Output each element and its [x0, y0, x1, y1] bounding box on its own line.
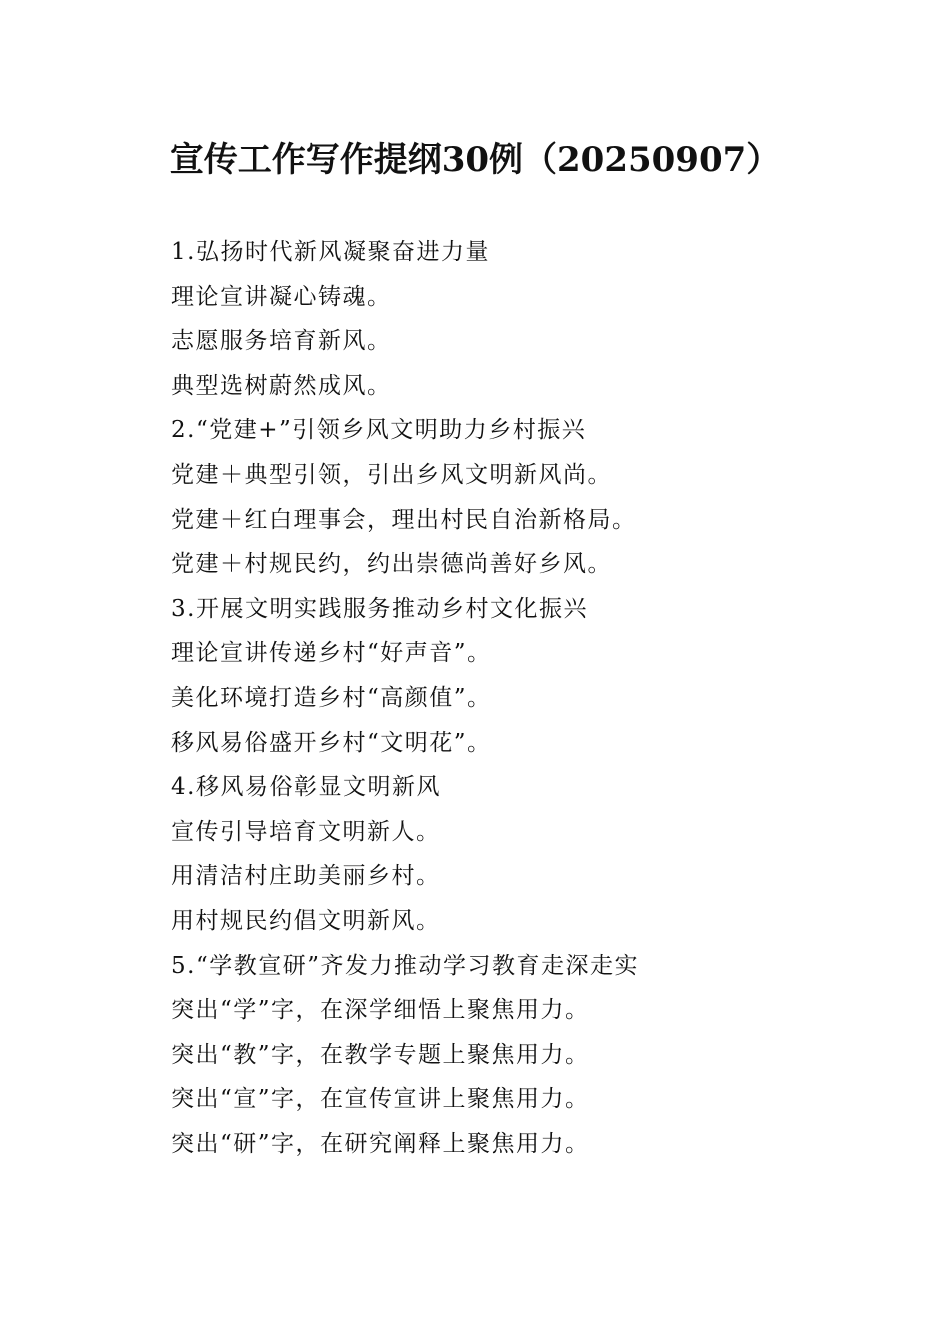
- outline-item: 党建＋典型引领，引出乡风文明新风尚。: [171, 461, 612, 488]
- document-title: 宣传工作写作提纲30例（20250907）: [169, 140, 781, 180]
- document-body: [171, 230, 871, 1166]
- outline-item: 宣传引导培育文明新人。: [171, 818, 441, 845]
- outline-item: 典型选树蔚然成风。: [171, 372, 392, 399]
- outline-item: 突出“学”字，在深学细悟上聚焦用力。: [171, 997, 590, 1024]
- outline-item: 用村规民约倡文明新风。: [171, 907, 441, 934]
- section-heading-5: 5.“学教宣研”齐发力推动学习教育走深走实: [171, 952, 639, 979]
- section-heading-1: 1.弘扬时代新风凝聚奋进力量: [171, 239, 490, 265]
- outline-item: 移风易俗盛开乡村“文明花”。: [171, 729, 492, 756]
- outline-item: 志愿服务培育新风。: [171, 328, 392, 355]
- outline-item: 理论宣讲传递乡村“好声音”。: [171, 640, 492, 667]
- outline-item: 突出“宣”字，在宣传宣讲上聚焦用力。: [171, 1086, 590, 1113]
- outline-item: 美化环境打造乡村“高颜值”。: [171, 684, 492, 711]
- section-heading-2: 2.“党建+”引领乡风文明助力乡村振兴: [171, 417, 587, 444]
- outline-item: 突出“研”字，在研究阐释上聚焦用力。: [171, 1130, 590, 1157]
- section-heading-3: 3.开展文明实践服务推动乡村文化振兴: [171, 595, 588, 622]
- outline-item: 突出“教”字，在教学专题上聚焦用力。: [171, 1041, 590, 1068]
- outline-item: 用清洁村庄助美丽乡村。: [171, 863, 441, 890]
- outline-item: 党建＋村规民约，约出崇德尚善好乡风。: [171, 551, 612, 578]
- section-heading-4: 4.移风易俗彰显文明新风: [171, 774, 441, 801]
- outline-item: 党建＋红白理事会，理出村民自治新格局。: [171, 506, 637, 533]
- outline-item: 理论宣讲凝心铸魂。: [171, 283, 392, 310]
